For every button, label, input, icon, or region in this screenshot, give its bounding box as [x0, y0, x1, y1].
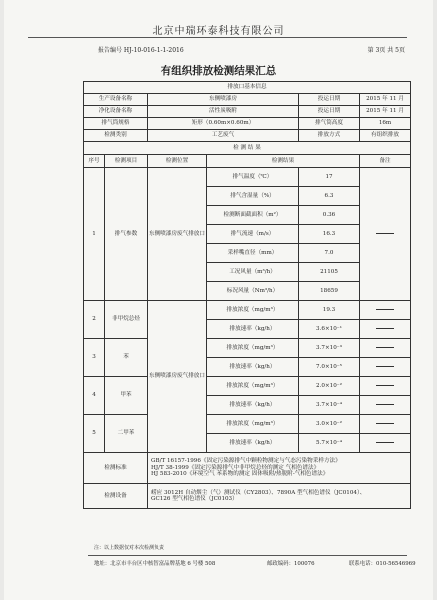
col-header-result: 检测结果 [207, 155, 360, 168]
param-value: 0.36 [299, 206, 360, 225]
param-label: 工况风量（m³/h） [207, 263, 299, 282]
param-label: 排放速率（kg/h） [207, 434, 299, 453]
equipment-line: GC126 型气相色谱仪（JC0103） [151, 496, 238, 502]
remark-cell [360, 396, 411, 415]
info-value: 2015 年 11 月 [360, 106, 411, 118]
param-label: 检测断面截面积（m²） [207, 206, 299, 225]
table-row [84, 377, 411, 396]
document-title: 有组织排放检测结果汇总 [160, 65, 277, 77]
param-label: 排放浓度（mg/m³） [207, 301, 299, 320]
param-label: 标况风量（Nm³/h） [207, 282, 299, 301]
seq-cell: 2 [84, 301, 105, 339]
col-header-seq: 序号 [84, 155, 105, 168]
param-label: 排放速率（kg/h） [207, 358, 299, 377]
equipment-line: 崂应 3012H 自动烟尘（气）测试仪（CY2803）、7890A 型气相色谱仪（JC0104）、 [151, 489, 366, 496]
location-cell: 东侧喷漆房废气排放口 [148, 301, 207, 453]
outlet-info-row [84, 94, 411, 106]
standard-line: GB/T 16157-1996《固定污染源排气中颗粒物测定与气态污染物采样方法》 [151, 458, 341, 465]
seq-cell: 4 [84, 377, 105, 415]
info-label: 排放方式 [299, 130, 360, 142]
footer-rule [88, 555, 407, 556]
info-label: 检测类别 [84, 130, 148, 142]
remark-cell [360, 168, 411, 301]
seq-cell: 5 [84, 415, 105, 453]
standards-cell [148, 453, 411, 484]
remark-cell [360, 358, 411, 377]
phone-number: 联系电话：010-56546969 [349, 561, 416, 567]
page-number: 第 3页 共 5页 [367, 47, 405, 54]
info-label: 排气筒高度 [299, 118, 360, 130]
equipment-label: 检测设备 [84, 484, 148, 509]
dash-mark [376, 328, 394, 329]
info-value: 工艺废气 [148, 130, 299, 142]
param-value: 6.3 [299, 187, 360, 206]
outlet-info-header-row [84, 82, 411, 94]
info-value: 矩形（0.60m×0.60m） [148, 118, 299, 130]
param-label: 排气含湿量（%） [207, 187, 299, 206]
info-label: 生产设备名称 [84, 94, 148, 106]
param-label: 排放浓度（mg/m³） [207, 415, 299, 434]
remark-cell [360, 301, 411, 320]
standard-line: HJ 583-2010《环境空气 苯系物的测定 固体吸附/热脱附-气相色谱法》 [151, 471, 329, 478]
company-name: 北京中瑞环泰科技有限公司 [152, 26, 285, 37]
report-number: 报告编号 HJ-10-016-1-1-2016 [98, 47, 184, 54]
dash-mark [376, 423, 394, 424]
results-title: 检 测 结 果 [84, 142, 411, 155]
remark-cell [360, 415, 411, 434]
results-title-row [84, 142, 411, 155]
param-value: 7.0 [299, 244, 360, 263]
item-cell: 二甲苯 [105, 415, 148, 453]
info-value: 有组织排放 [360, 130, 411, 142]
item-cell: 非甲烷总烃 [105, 301, 148, 339]
equipment-cell [148, 484, 411, 509]
results-table [83, 81, 411, 509]
param-value: 19.3 [299, 301, 360, 320]
param-label: 排放浓度（mg/m³） [207, 339, 299, 358]
seq-cell: 3 [84, 339, 105, 377]
results-header-row [84, 155, 411, 168]
col-header-location: 检测位置 [148, 155, 207, 168]
footnote: 注：以上数据仅对本次检测负责 [94, 545, 165, 551]
param-label: 排放浓度（mg/m³） [207, 377, 299, 396]
outlet-info-row [84, 106, 411, 118]
dash-mark [376, 233, 394, 234]
dash-mark [376, 309, 394, 310]
param-value: 3.6×10⁻¹ [299, 320, 360, 339]
seq-cell: 1 [84, 168, 105, 301]
dash-mark [376, 347, 394, 348]
remark-cell [360, 377, 411, 396]
standards-label: 检测标准 [84, 453, 148, 484]
dash-mark [376, 404, 394, 405]
info-value: 活性炭吸附 [148, 106, 299, 118]
param-value: 17 [299, 168, 360, 187]
param-label: 排气温度（℃） [207, 168, 299, 187]
equipment-row [84, 484, 411, 509]
item-cell: 苯 [105, 339, 148, 377]
dash-mark [376, 442, 394, 443]
param-value: 3.0×10⁻² [299, 415, 360, 434]
outlet-info-row [84, 118, 411, 130]
table-row [84, 301, 411, 320]
param-value: 3.7×10⁻⁴ [299, 396, 360, 415]
param-label: 排放速率（kg/h） [207, 396, 299, 415]
param-value: 18659 [299, 282, 360, 301]
header-rule [28, 37, 407, 38]
param-value: 7.0×10⁻⁵ [299, 358, 360, 377]
location-cell: 东侧喷漆房废气排放口 [148, 168, 207, 301]
info-value: 16m [360, 118, 411, 130]
info-label: 排气筒规格 [84, 118, 148, 130]
standards-row [84, 453, 411, 484]
remark-cell [360, 434, 411, 453]
table-row [84, 415, 411, 434]
info-label: 投运日期 [299, 106, 360, 118]
param-value: 21105 [299, 263, 360, 282]
param-label: 排气流速（m/s） [207, 225, 299, 244]
item-cell: 甲苯 [105, 377, 148, 415]
info-label: 投运日期 [299, 94, 360, 106]
param-label: 排放速率（kg/h） [207, 320, 299, 339]
remark-cell [360, 320, 411, 339]
info-label: 净化设备名称 [84, 106, 148, 118]
document-page [4, 0, 433, 600]
info-value: 2015 年 11 月 [360, 94, 411, 106]
param-value: 3.7×10⁻³ [299, 339, 360, 358]
item-cell: 排气参数 [105, 168, 148, 301]
table-row [84, 339, 411, 358]
outlet-info-title: 排放口基本信息 [84, 82, 411, 94]
dash-mark [376, 366, 394, 367]
col-header-item: 检测项目 [105, 155, 148, 168]
table-row [84, 168, 411, 187]
param-value: 2.0×10⁻² [299, 377, 360, 396]
postal-code: 邮政编码：100076 [267, 561, 315, 567]
info-value: 东侧喷漆房 [148, 94, 299, 106]
standard-line: HJ/T 38-1999《固定污染源排气中非甲烷总烃的测定 气相色谱法》 [151, 464, 320, 471]
outlet-info-row [84, 130, 411, 142]
address: 地址：北京市丰台区中核智富品牌基地 6 号楼 508 [94, 561, 216, 567]
param-value: 5.7×10⁻⁴ [299, 434, 360, 453]
col-header-remark: 备注 [360, 155, 411, 168]
param-label: 采样嘴直径（mm） [207, 244, 299, 263]
remark-cell [360, 339, 411, 358]
dash-mark [376, 385, 394, 386]
param-value: 16.3 [299, 225, 360, 244]
